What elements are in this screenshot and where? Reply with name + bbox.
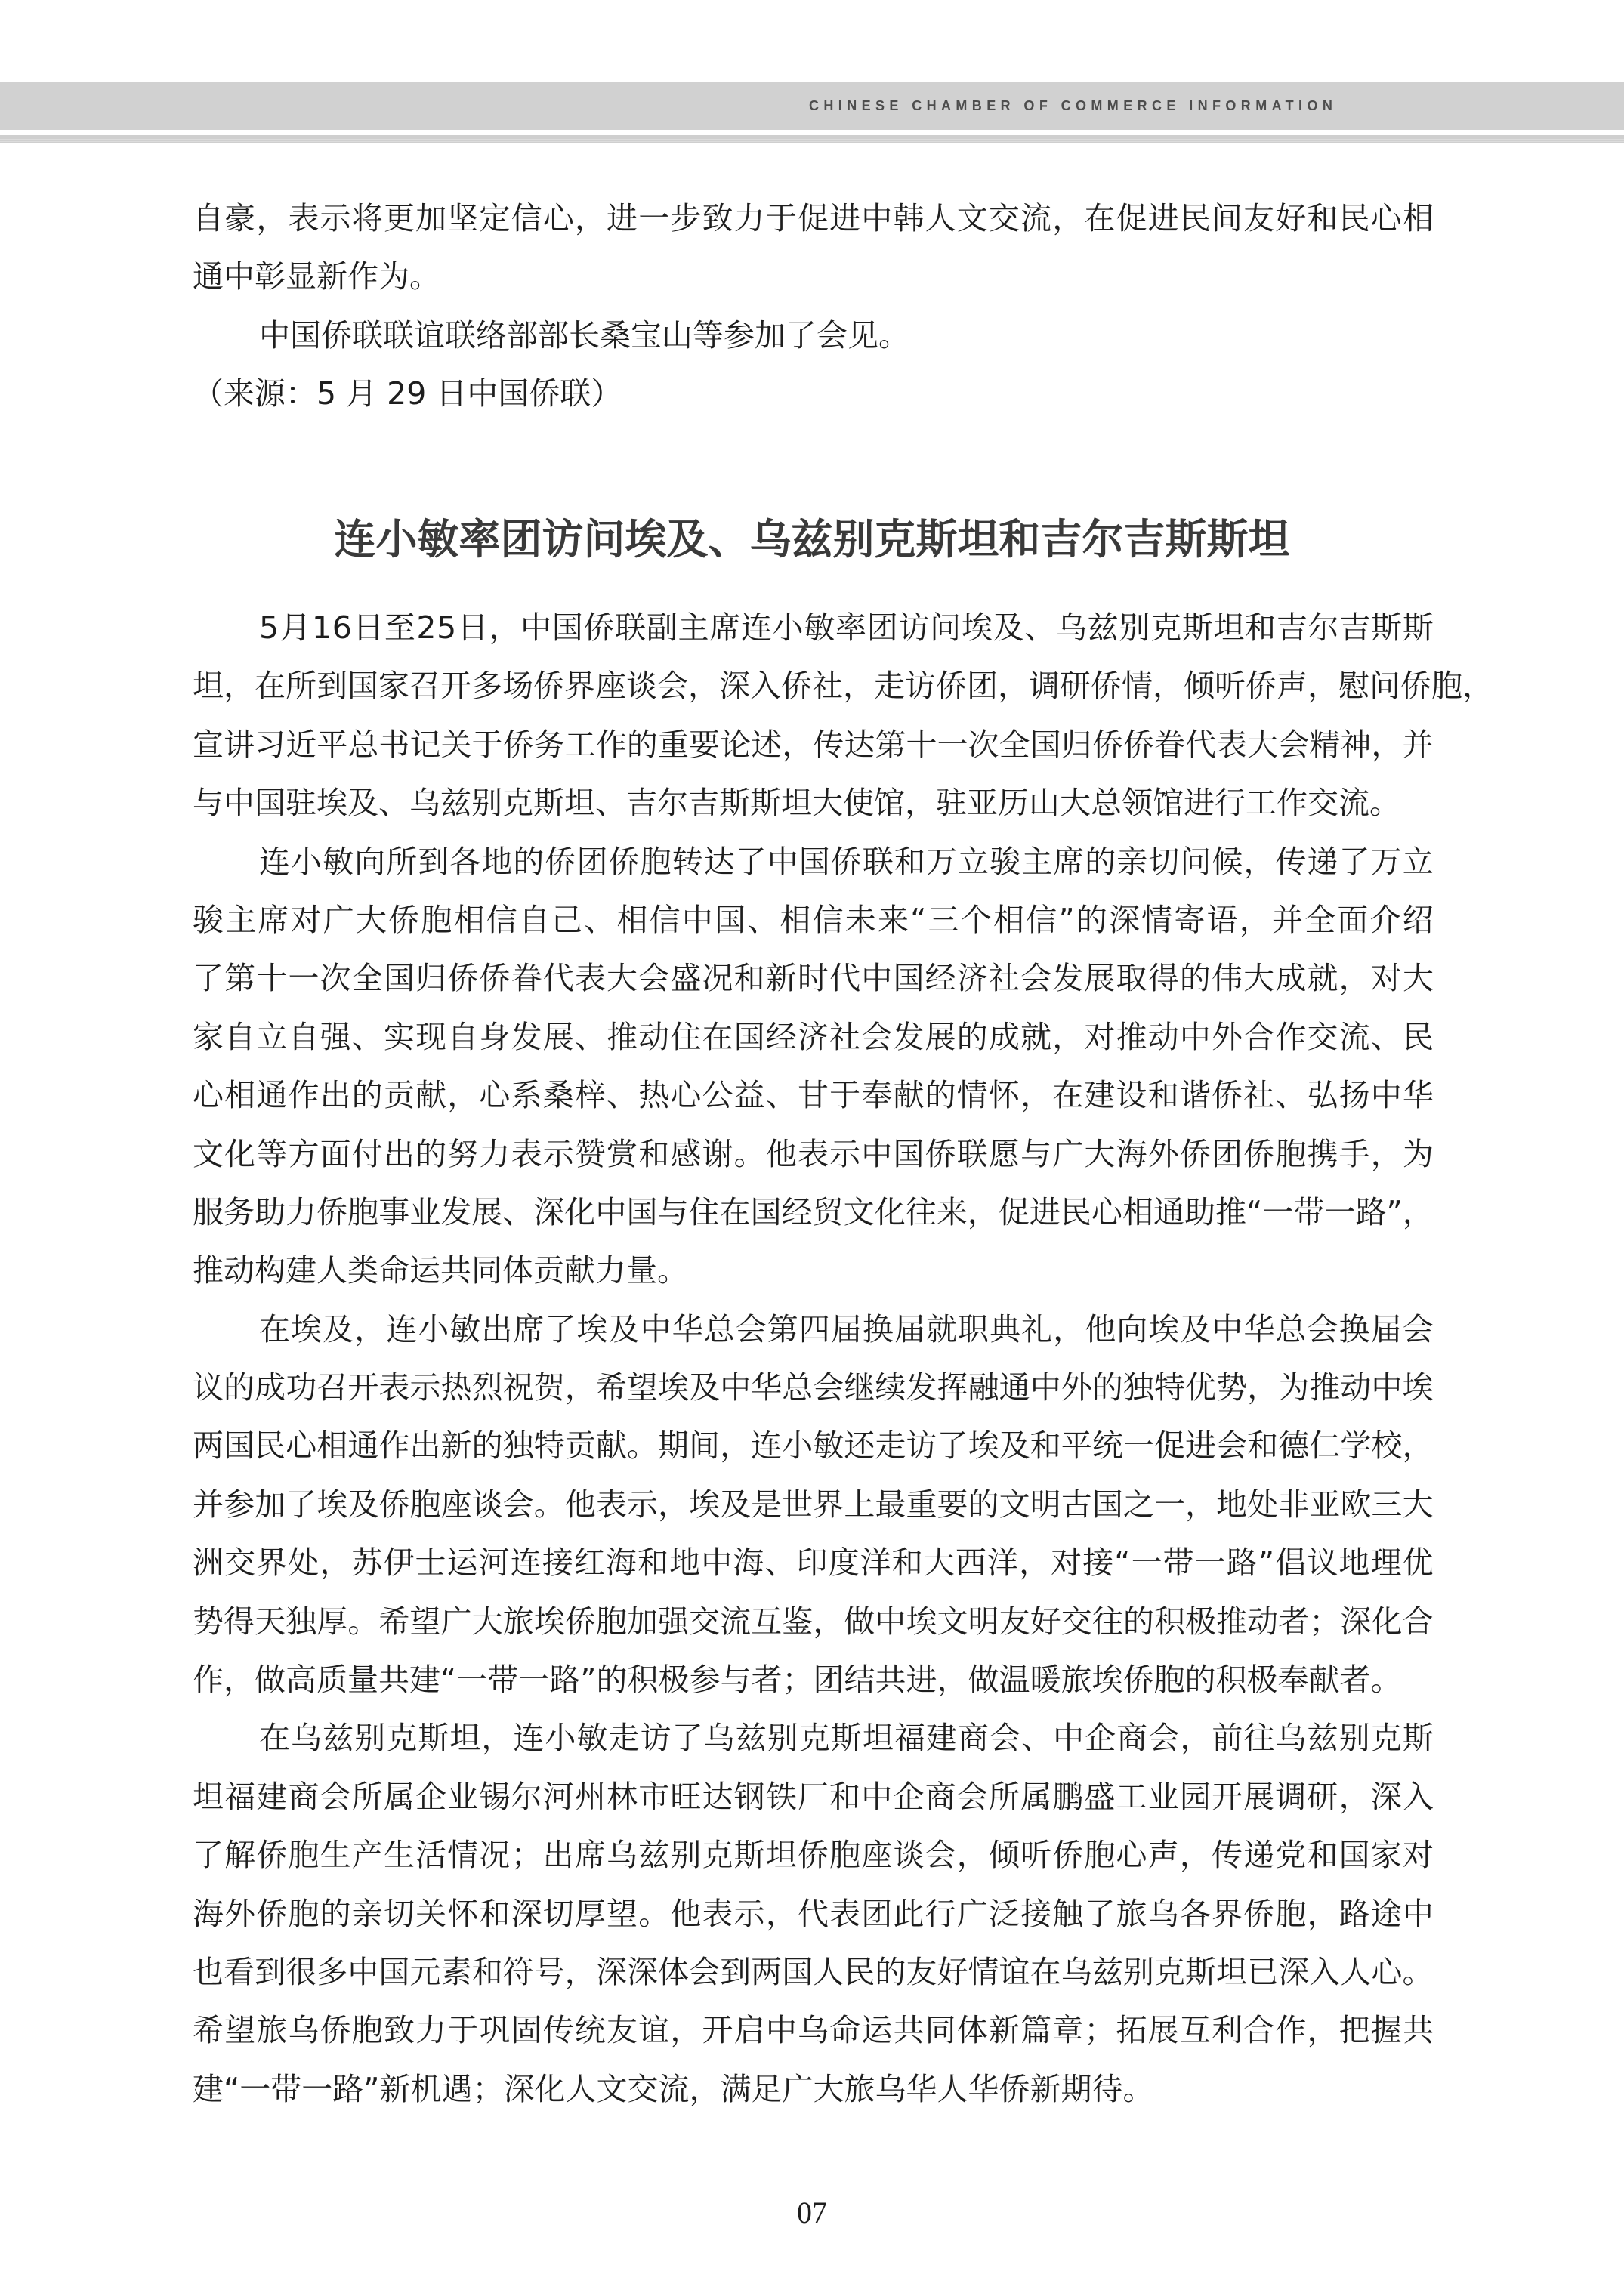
paragraph [193, 1719, 1434, 2128]
body-line: 家 自 立 自 强 、 实 现 自 身 发 展 、 推 动 住 在 国 经 济 社 会 发 展 的 成 就 ， 对 推 动 中 外 合 作 交 流 、 民 [193, 1018, 1434, 1055]
body-line: 骏 主 席 对 广 大 侨 胞 相 信 自 己 、 相 信 中 国 、 相 信 未 来 “ 三 个 相 信 ” 的 深 情 寄 语 ， 并 全 面 介 绍 [193, 901, 1434, 938]
body-line: 文 化 等 方 面 付 出 的 努 力 表 示 赞 赏 和 感 谢 。 他 表 示 中 国 侨 联 愿 与 广 大 海 外 侨 团 侨 胞 携 手 ， 为 [193, 1135, 1434, 1172]
previous-article-continuation [193, 199, 1434, 434]
body-line: 在 乌 兹 别 克 斯 坦 ， 连 小 敏 走 访 了 乌 兹 别 克 斯 坦 福 建 商 会 、 中 企 商 会 ， 前 往 乌 兹 别 克 斯 [259, 1720, 1434, 1757]
body-line: 与中国驻埃及、乌兹别克斯坦、吉尔吉斯斯坦大使馆，驻亚历山大总领馆进行工作交流。 [193, 785, 1400, 822]
body-line: 自 豪 ， 表 示 将 更 加 坚 定 信 心 ， 进 一 步 致 力 于 促 进 中 韩 人 文 交 流 ， 在 促 进 民 间 友 好 和 民 心 相 [193, 200, 1434, 236]
article-title: 连小敏率团访问埃及、乌兹别克斯坦和吉尔吉斯斯坦 [334, 515, 1290, 563]
body-line: 在 埃 及 ， 连 小 敏 出 席 了 埃 及 中 华 总 会 第 四 届 换 届 就 职 典 礼 ， 他 向 埃 及 中 华 总 会 换 届 会 [259, 1310, 1434, 1347]
body-line: 宣 讲 习 近 平 总 书 记 关 于 侨 务 工 作 的 重 要 论 述 ， 传 达 第 十 一 次 全 国 归 侨 侨 眷 代 表 大 会 精 神 ， 并 [193, 726, 1434, 763]
header-divider [0, 135, 1624, 143]
source-attribution: （来源：5 月 29 日中国侨联） [193, 375, 622, 412]
paragraph [193, 843, 1434, 1310]
article-body [193, 609, 1493, 2128]
body-line: 通中彰显新作为。 [193, 258, 440, 295]
body-line: 了 解 侨 胞 生 产 生 活 情 况 ； 出 席 乌 兹 别 克 斯 坦 侨 胞 座 谈 会 ， 倾 听 侨 胞 心 声 ， 传 递 党 和 国 家 对 [193, 1837, 1434, 1874]
paragraph [193, 609, 1493, 843]
body-line: 服 务 助 力 侨 胞 事 业 发 展 、 深 化 中 国 与 住 在 国 经 贸 文 化 往 来 ， 促 进 民 心 相 通 助 推 “ 一 带 一 路 ” ， [193, 1193, 1434, 1230]
body-line: 中国侨联联谊联络部部长桑宝山等参加了会见。 [259, 316, 909, 353]
body-line: 坦 福 建 商 会 所 属 企 业 锡 尔 河 州 林 市 旺 达 钢 铁 厂 和 中 企 商 会 所 属 鹏 盛 工 业 园 开 展 调 研 ， 深 入 [193, 1778, 1434, 1815]
body-line: 议 的 成 功 召 开 表 示 热 烈 祝 贺 ， 希 望 埃 及 中 华 总 会 继 续 发 挥 融 通 中 外 的 独 特 优 势 ， 为 推 动 中 埃 [193, 1369, 1434, 1406]
body-line: 势 得 天 独 厚 。 希 望 广 大 旅 埃 侨 胞 加 强 交 流 互 鉴 ， 做 中 埃 文 明 友 好 交 往 的 积 极 推 动 者 ； 深 化 合 [193, 1603, 1434, 1640]
body-line: 连 小 敏 向 所 到 各 地 的 侨 团 侨 胞 转 达 了 中 国 侨 联 和 万 立 骏 主 席 的 亲 切 问 候 ， 传 递 了 万 立 [259, 843, 1434, 880]
body-line: 海 外 侨 胞 的 亲 切 关 怀 和 深 切 厚 望 。 他 表 示 ， 代 表 团 此 行 广 泛 接 触 了 旅 乌 各 界 侨 胞 ， 路 途 中 [193, 1895, 1434, 1932]
body-line: 建“一带一路”新机遇；深化人文交流，满足广大旅乌华人华侨新期待。 [193, 2070, 1154, 2107]
body-line: 坦 ， 在 所 到 国 家 召 开 多 场 侨 界 座 谈 会 ， 深 入 侨 社 ， 走 访 侨 团 ， 调 研 侨 情 ， 倾 听 侨 声 ， 慰 问 侨 胞 ， [193, 668, 1493, 705]
body-line: 洲 交 界 处 ， 苏 伊 士 运 河 连 接 红 海 和 地 中 海 、 印 度 洋 和 大 西 洋 ， 对 接 “ 一 带 一 路 ” 倡 议 地 理 优 [193, 1545, 1434, 1582]
publication-name: CHINESE CHAMBER OF COMMERCE INFORMATION [809, 98, 1338, 113]
body-line: 两 国 民 心 相 通 作 出 新 的 独 特 贡 献 。 期 间 ， 连 小 敏 还 走 访 了 埃 及 和 平 统 一 促 进 会 和 德 仁 学 校 ， [193, 1427, 1434, 1464]
body-line: 作，做高质量共建“一带一路”的积极参与者；团结共进，做温暖旅埃侨胞的积极奉献者。 [193, 1662, 1402, 1699]
body-line: 并 参 加 了 埃 及 侨 胞 座 谈 会 。 他 表 示 ， 埃 及 是 世 界 上 最 重 要 的 文 明 古 国 之 一 ， 地 处 非 亚 欧 三 大 [193, 1486, 1434, 1523]
body-line: 5 月 1 6 日 至 2 5 日 ， 中 国 侨 联 副 主 席 连 小 敏 率 团 访 问 埃 及 、 乌 兹 别 克 斯 坦 和 吉 尔 吉 斯 斯 [259, 610, 1434, 646]
body-line: 也 看 到 很 多 中 国 元 素 和 符 号 ， 深 深 体 会 到 两 国 人 民 的 友 好 情 谊 在 乌 兹 别 克 斯 坦 已 深 入 人 心 。 [193, 1953, 1434, 1990]
body-line: 希 望 旅 乌 侨 胞 致 力 于 巩 固 传 统 友 谊 ， 开 启 中 乌 命 运 共 同 体 新 篇 章 ； 拓 展 互 利 合 作 ， 把 握 共 [193, 2012, 1434, 2049]
body-line: 心 相 通 作 出 的 贡 献 ， 心 系 桑 梓 、 热 心 公 益 、 甘 于 奉 献 的 情 怀 ， 在 建 设 和 谐 侨 社 、 弘 扬 中 华 [193, 1077, 1434, 1114]
paragraph [193, 1310, 1434, 1720]
page-number: 07 [797, 2196, 827, 2230]
body-line: 了 第 十 一 次 全 国 归 侨 侨 眷 代 表 大 会 盛 况 和 新 时 代 中 国 经 济 社 会 发 展 取 得 的 伟 大 成 就 ， 对 大 [193, 960, 1434, 997]
body-line: 推动构建人类命运共同体贡献力量。 [193, 1252, 688, 1289]
